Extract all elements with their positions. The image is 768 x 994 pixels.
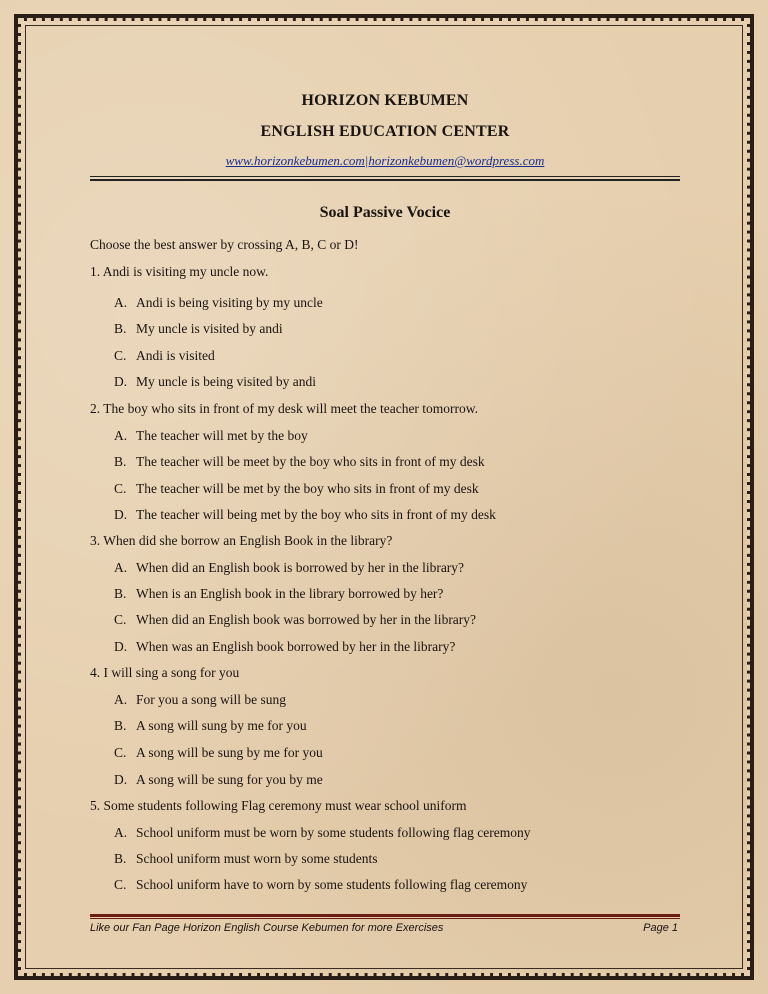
option-text: A song will sung by me for you <box>136 718 307 733</box>
option-letter: C. <box>114 745 127 760</box>
option-letter: B. <box>114 851 127 866</box>
question-3: 3. When did she borrow an English Book in the library? <box>90 533 393 548</box>
option-2b <box>114 454 485 470</box>
option-5b <box>114 851 378 867</box>
option-5c <box>114 877 527 893</box>
option-text: The teacher will met by the boy <box>136 428 308 443</box>
footer-divider-thick <box>90 914 680 917</box>
option-3d <box>114 639 455 655</box>
option-text: For you a song will be sung <box>136 692 286 707</box>
option-text: When is an English book in the library borrowed by her? <box>136 586 444 601</box>
option-letter: A. <box>114 825 128 840</box>
option-text: Andi is visited <box>136 348 215 363</box>
option-text: A song will be sung for you by me <box>136 772 323 787</box>
option-3b <box>114 586 443 602</box>
option-1d <box>114 374 316 390</box>
option-letter: A. <box>114 560 128 575</box>
option-text: The teacher will be met by the boy who sits in front of my desk <box>136 481 479 496</box>
option-2c <box>114 481 479 497</box>
option-text: When did an English book was borrowed by her in the library? <box>136 612 477 627</box>
question-2: 2. The boy who sits in front of my desk will meet the teacher tomorrow. <box>90 401 479 416</box>
option-letter: B. <box>114 586 127 601</box>
option-1a <box>114 295 323 311</box>
question-5: 5. Some students following Flag ceremony must wear school uniform <box>90 798 467 813</box>
option-3a <box>114 560 464 576</box>
instruction: Choose the best answer by crossing A, B, C or D! <box>90 237 359 252</box>
option-text: My uncle is being visited by andi <box>136 374 316 389</box>
option-text: My uncle is visited by andi <box>136 321 283 336</box>
option-letter: A. <box>114 428 128 443</box>
option-3c <box>114 612 476 628</box>
header-title: HORIZON KEBUMEN <box>301 92 469 109</box>
question-1: 1. Andi is visiting my uncle now. <box>90 264 269 279</box>
option-text: A song will be sung by me for you <box>136 745 323 760</box>
option-text: When did an English book is borrowed by her in the library? <box>136 560 465 575</box>
footer-divider <box>90 918 680 919</box>
option-4a <box>114 692 286 708</box>
option-letter: D. <box>114 639 128 654</box>
option-letter: B. <box>114 718 127 733</box>
option-text: School uniform must be worn by some students following flag ceremony <box>136 825 531 840</box>
option-4b <box>114 718 307 734</box>
option-1c <box>114 348 215 364</box>
option-letter: C. <box>114 612 127 627</box>
option-4d <box>114 772 323 788</box>
question-4: 4. I will sing a song for you <box>90 665 240 680</box>
option-letter: C. <box>114 481 127 496</box>
option-letter: B. <box>114 454 127 469</box>
option-letter: D. <box>114 772 128 787</box>
header-link[interactable]: www.horizonkebumen.com|horizonkebumen@wordpress.com <box>225 153 545 168</box>
option-text: The teacher will be meet by the boy who sits in front of my desk <box>136 454 485 469</box>
option-1b <box>114 321 283 337</box>
footer-note: Like our Fan Page Horizon English Course Kebumen for more Exercises <box>90 922 444 934</box>
option-2d <box>114 507 496 523</box>
option-letter: A. <box>114 692 128 707</box>
page-number: Page 1 <box>643 922 678 934</box>
option-text: School uniform must worn by some students <box>136 851 378 866</box>
option-text: The teacher will being met by the boy who sits in front of my desk <box>136 507 496 522</box>
option-letter: A. <box>114 295 128 310</box>
option-letter: D. <box>114 507 128 522</box>
option-5a <box>114 825 530 841</box>
option-letter: C. <box>114 348 127 363</box>
option-2a <box>114 428 308 444</box>
option-letter: D. <box>114 374 128 389</box>
document-title: Soal Passive Vocice <box>319 204 451 221</box>
option-text: School uniform have to worn by some students following flag ceremony <box>136 877 528 892</box>
option-text: When was an English book borrowed by her in the library? <box>136 639 456 654</box>
option-text: Andi is being visiting by my uncle <box>136 295 323 310</box>
header-divider-thick <box>90 179 680 181</box>
header-subtitle: ENGLISH EDUCATION CENTER <box>260 123 510 140</box>
option-4c <box>114 745 323 761</box>
option-letter: B. <box>114 321 127 336</box>
header-divider <box>90 176 680 177</box>
option-letter: C. <box>114 877 127 892</box>
